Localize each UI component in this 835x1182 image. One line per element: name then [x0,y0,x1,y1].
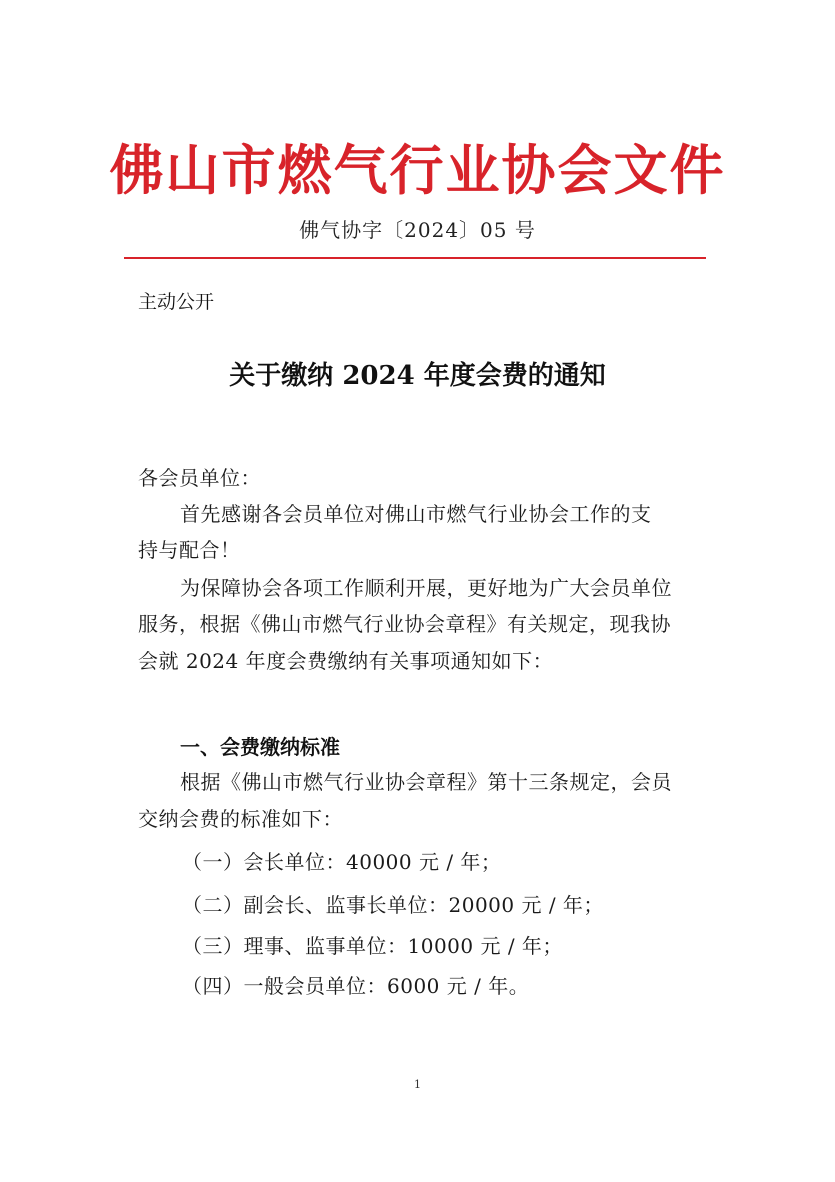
fee-item-vice-president: （二）副会长、监事长单位：20000 元 / 年； [182,893,604,917]
paragraph-1-line-2: 持与配合！ [138,538,241,562]
fee-item-general-member: （四）一般会员单位：6000 元 / 年。 [182,974,530,998]
paragraph-1-line-1: 首先感谢各会员单位对佛山市燃气行业协会工作的支 [180,502,652,526]
document-number: 佛气协字〔2024〕05 号 [299,218,536,242]
section-1-intro-line-2: 交纳会费的标准如下： [138,807,343,831]
notice-title: 关于缴纳 2024 年度会费的通知 [229,361,606,391]
page-number: 1 [414,1078,421,1091]
section-1-intro-line-1: 根据《佛山市燃气行业协会章程》第十三条规定，会员 [180,770,672,794]
section-1-heading: 一、会费缴纳标准 [180,735,340,759]
paragraph-2-line-3: 会就 2024 年度会费缴纳有关事项通知如下： [138,649,554,673]
paragraph-2-line-1: 为保障协会各项工作顺利开展，更好地为广大会员单位 [180,576,672,600]
salutation: 各会员单位： [138,466,261,490]
fee-item-president: （一）会长单位：40000 元 / 年； [182,850,502,874]
fee-item-director: （三）理事、监事单位：10000 元 / 年； [182,934,563,958]
disclosure-label: 主动公开 [138,291,215,313]
organization-title: 佛山市燃气行业协会文件 [109,138,726,202]
paragraph-2-line-2: 服务，根据《佛山市燃气行业协会章程》有关规定，现我协 [138,612,671,636]
red-divider-line [124,257,706,259]
